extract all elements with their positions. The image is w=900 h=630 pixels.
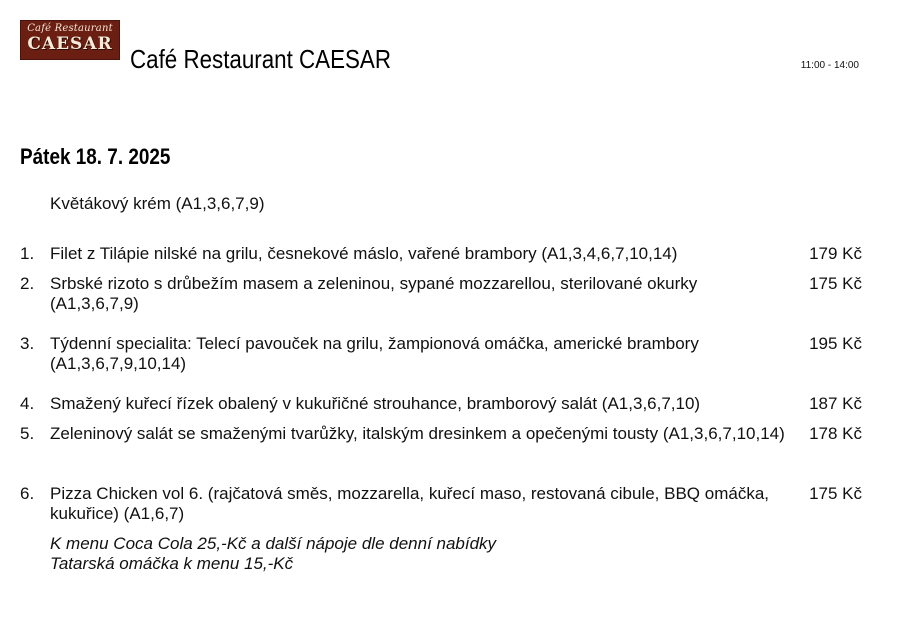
menu-item-number: 6. <box>20 484 35 503</box>
menu-item-number: 1. <box>20 244 35 263</box>
menu-item-name: Smažený kuřecí řízek obalený v kukuřičné strouhance, bramborový salát (A1,3,6,7,10) <box>50 394 701 413</box>
menu-item-price: 187 Kč <box>809 394 862 413</box>
menu-item-name: Týdenní specialita: Telecí pavouček na grilu, žampionová omáčka, americké brambory (A1,3,6,7,9,10,14) <box>50 334 699 373</box>
menu-item-price: 178 Kč <box>809 424 862 443</box>
menu-item-name: Srbské rizoto s drůbežím masem a zeleninou, sypané mozzarellou, sterilované okurky (A1,3,6,7,9) <box>50 274 698 313</box>
menu-item-number: 5. <box>20 424 35 443</box>
menu-item-price: 195 Kč <box>809 334 862 353</box>
menu-day-heading: Pátek 18. 7. 2025 <box>20 144 171 169</box>
opening-hours: 11:00 - 14:00 <box>800 60 859 71</box>
logo-wordmark: CAESAR <box>27 34 113 54</box>
logo-script-text: Café Restaurant <box>27 23 113 34</box>
menu-item-number: 3. <box>20 334 35 353</box>
menu-item-number: 2. <box>20 274 35 293</box>
menu-notes <box>50 534 496 574</box>
sauce-note: Tatarská omáčka k menu 15,-Kč <box>50 554 294 573</box>
menu-item-price: 179 Kč <box>809 244 862 263</box>
menu-item-price: 175 Kč <box>809 274 862 293</box>
restaurant-title: Café Restaurant CAESAR <box>130 44 391 74</box>
menu-item-name: Zeleninový salát se smaženými tvarůžky, italským dresinkem a opečenými tousty (A1,3,6,7,10,14) <box>50 424 785 443</box>
menu-item-name: Filet z Tilápie nilské na grilu, česnekové máslo, vařené brambory (A1,3,4,6,7,10,14) <box>50 244 678 263</box>
drinks-note: K menu Coca Cola 25,-Kč a další nápoje dle denní nabídky <box>50 534 497 553</box>
menu-item-price: 175 Kč <box>809 484 862 503</box>
soup-of-the-day: Květákový krém (A1,3,6,7,9) <box>50 194 265 213</box>
menu-item-name: Pizza Chicken vol 6. (rajčatová směs, mozzarella, kuřecí maso, restovaná cibule, BBQ omáčka, kukuřice) (A1,6,7) <box>50 484 770 523</box>
menu-item-number: 4. <box>20 394 35 413</box>
restaurant-logo <box>20 20 120 60</box>
